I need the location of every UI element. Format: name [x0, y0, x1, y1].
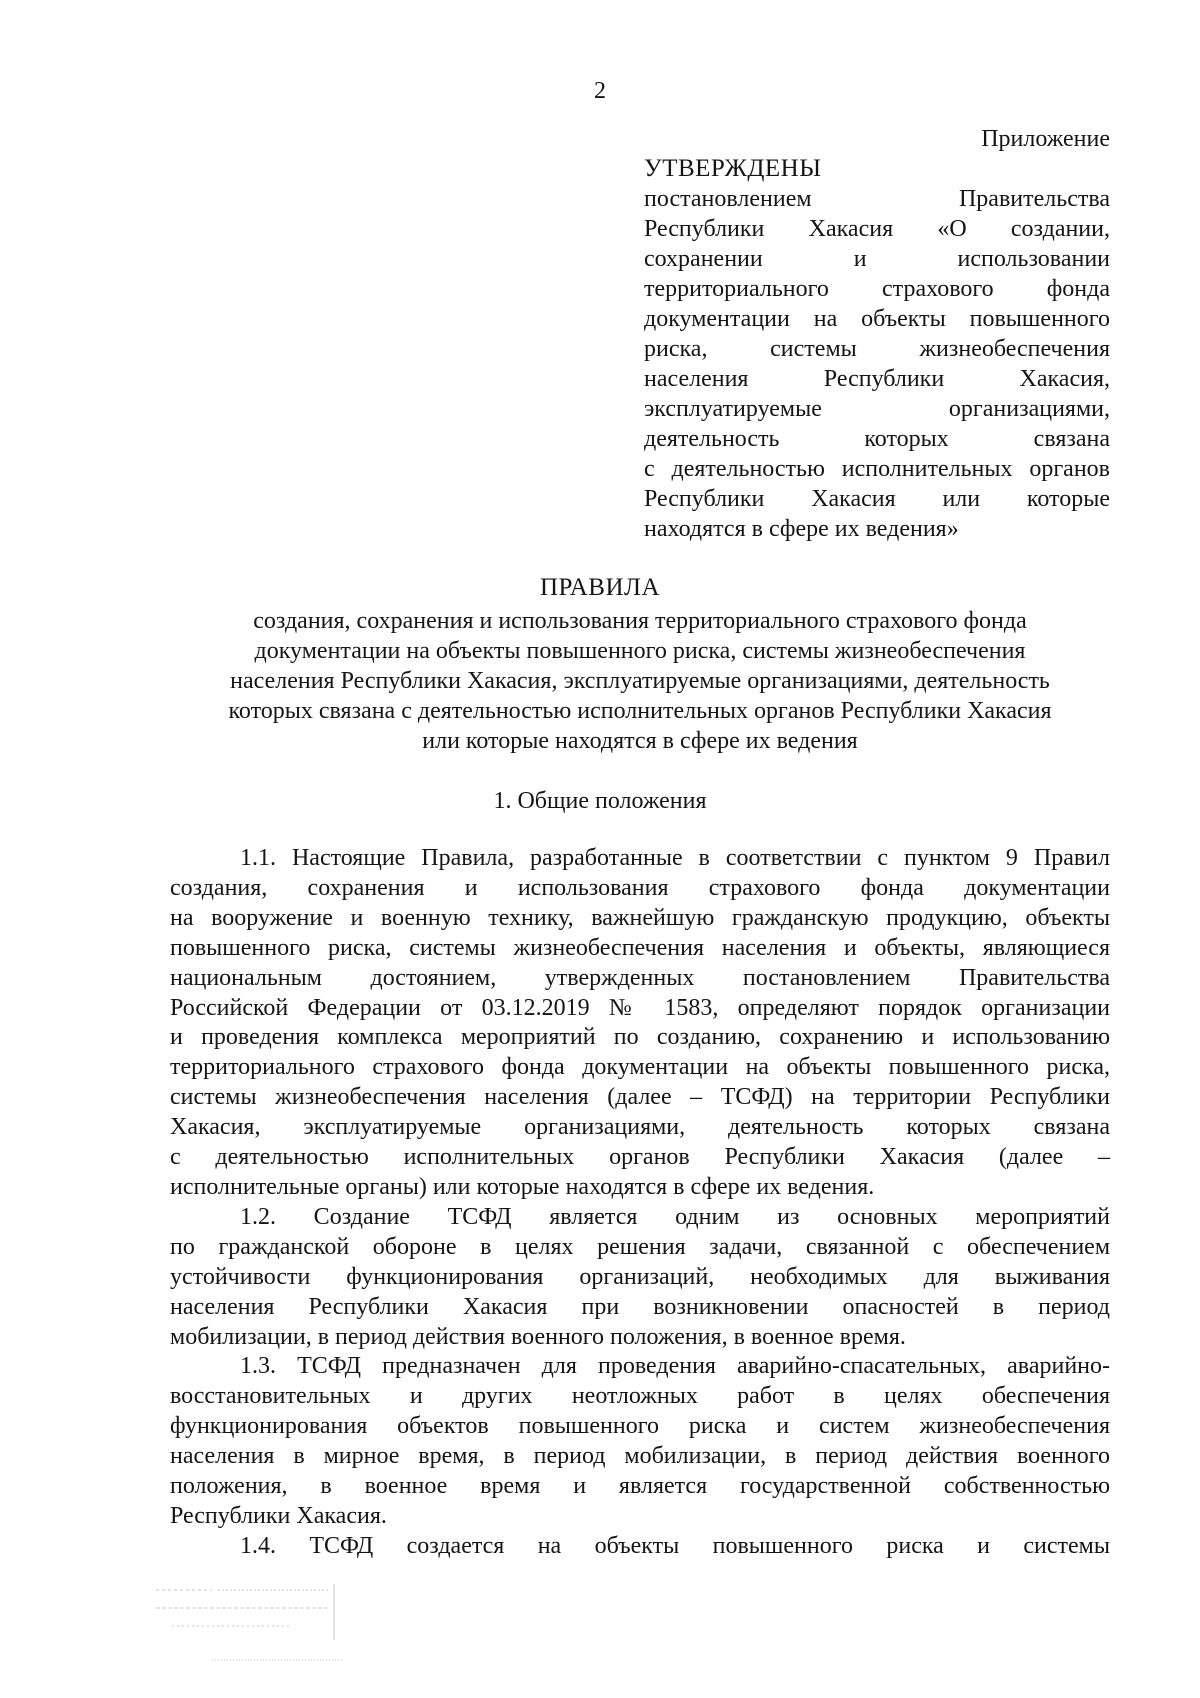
approval-line: с деятельностью исполнительных органов — [644, 456, 1110, 482]
paragraph-1-3-line: восстановительных и других неотложных работ в целях обеспечения — [170, 1383, 1110, 1410]
paragraph-1-2-line: населения Республики Хакасия при возникновении опасностей в период — [170, 1293, 1110, 1320]
approved-label: УТВЕРЖДЕНЫ — [644, 155, 822, 182]
subtitle-line: населения Республики Хакасия, эксплуатируемые организациями, деятельность — [230, 668, 1050, 694]
paragraph-1-3-line: населения в мирное время, в период мобилизации, в период действия военного — [170, 1443, 1110, 1470]
paragraph-1-1-line: Хакасия, эксплуатируемые организациями, деятельность которых связана — [170, 1114, 1110, 1141]
approval-line: риска, системы жизнеобеспечения — [644, 336, 1110, 362]
paragraph-1-1-line: с деятельностью исполнительных органов Республики Хакасия (далее – — [170, 1144, 1110, 1171]
approval-line: Республики Хакасия «О создании, — [644, 216, 1110, 242]
appendix-label: Приложение — [981, 126, 1110, 152]
paragraph-1-2-line: устойчивости функционирования организаций, необходимых для выживания — [170, 1263, 1110, 1290]
approval-line: деятельность которых связана — [644, 426, 1110, 452]
paragraph-1-2-line: мобилизации, в период действия военного положения, в военное время. — [170, 1323, 906, 1350]
approval-line: документации на объекты повышенного — [644, 306, 1110, 332]
paragraph-1-4-line: 1.4. ТСФД создается на объекты повышенного риска и системы — [240, 1532, 1110, 1559]
approval-line: населения Республики Хакасия, — [644, 366, 1110, 392]
paragraph-1-2-line: 1.2. Создание ТСФД является одним из основных мероприятий — [240, 1203, 1110, 1230]
paragraph-1-1-line: Российской Федерации от 03.12.2019 № 1583, определяют порядок организации — [170, 994, 1110, 1021]
paragraph-1-1-line: и проведения комплекса мероприятий по созданию, сохранению и использованию — [170, 1024, 1110, 1051]
approval-line: Республики Хакасия или которые — [644, 486, 1110, 512]
section-heading: 1. Общие положения — [493, 788, 707, 814]
paragraph-1-1-line: на вооружение и военную технику, важнейшую гражданскую продукцию, объекты — [170, 904, 1110, 931]
approval-line: эксплуатируемые организациями, — [644, 396, 1110, 422]
faint-stamp-mark — [152, 1580, 348, 1666]
subtitle-line: или которые находятся в сфере их ведения — [422, 728, 858, 754]
page-number: 2 — [594, 78, 606, 104]
paragraph-1-3-line: положения, в военное время и является государственной собственностью — [170, 1473, 1110, 1500]
subtitle-line: которых связана с деятельностью исполнительных органов Республики Хакасия — [228, 698, 1052, 724]
paragraph-1-1-line: национальным достоянием, утвержденных постановлением Правительства — [170, 964, 1110, 991]
approval-block — [644, 124, 1110, 544]
subtitle-line: создания, сохранения и использования территориального страхового фонда — [253, 608, 1027, 634]
approval-line: находятся в сфере их ведения» — [644, 516, 959, 542]
paragraph-1-3-line: Республики Хакасия. — [170, 1502, 387, 1529]
paragraph-1-1-line: исполнительные органы) или которые находятся в сфере их ведения. — [170, 1173, 875, 1200]
body-text — [170, 844, 1110, 1562]
paragraph-1-2-line: по гражданской обороне в целях решения задачи, связанной с обеспечением — [170, 1233, 1110, 1260]
rules-title: ПРАВИЛА — [539, 574, 661, 601]
approval-text — [644, 184, 1110, 544]
paragraph-1-3-line: функционирования объектов повышенного риска и систем жизнеобеспечения — [170, 1413, 1110, 1440]
paragraph-1-1-line: создания, сохранения и использования страхового фонда документации — [170, 874, 1110, 901]
paragraph-1-1-line: 1.1. Настоящие Правила, разработанные в соответствии с пунктом 9 Правил — [240, 845, 1110, 871]
approval-line: постановлением Правительства — [644, 186, 1110, 212]
paragraph-1-3-line: 1.3. ТСФД предназначен для проведения аварийно-спасательных, аварийно- — [240, 1353, 1110, 1380]
paragraph-1-1-line: повышенного риска, системы жизнеобеспечения населения и объекты, являющиеся — [170, 934, 1110, 961]
paragraph-1-1-line: территориального страхового фонда документации на объекты повышенного риска, — [170, 1054, 1110, 1081]
approval-line: территориального страхового фонда — [644, 276, 1110, 302]
approval-line: сохранении и использовании — [644, 246, 1110, 272]
subtitle-line: документации на объекты повышенного риска, системы жизнеобеспечения — [254, 638, 1026, 664]
rules-subtitle — [170, 606, 1110, 756]
paragraph-1-1-line: системы жизнеобеспечения населения (далее – ТСФД) на территории Республики — [170, 1084, 1110, 1111]
